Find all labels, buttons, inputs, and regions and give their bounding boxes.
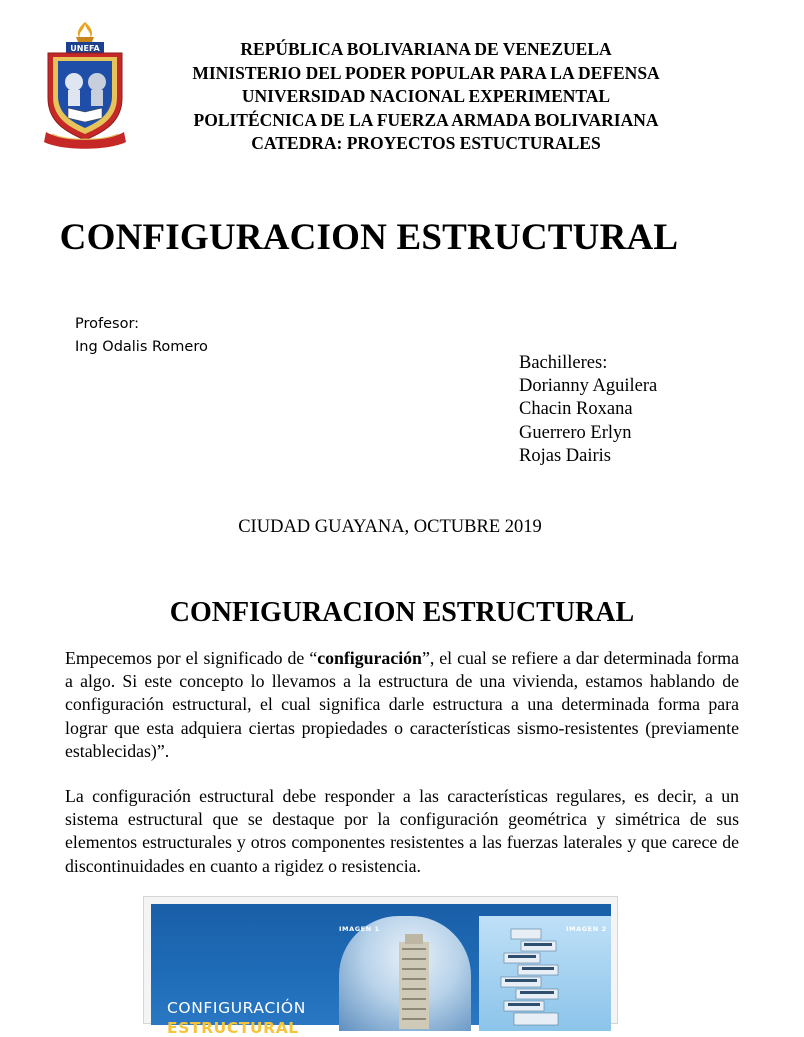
paragraph-definition	[65, 647, 739, 763]
header-line: CATEDRA: PROYECTOS ESTUCTURALES	[251, 133, 601, 153]
city-date: CIUDAD GUAYANA, OCTUBRE 2019	[238, 517, 542, 537]
section-heading: CONFIGURACION ESTRUCTURAL	[169, 597, 635, 628]
document-title: CONFIGURACION ESTRUCTURAL	[59, 217, 679, 258]
header-line: MINISTERIO DEL PODER POPULAR PARA LA DEFENSA	[192, 62, 660, 83]
image-1-label: IMAGEN 1	[339, 925, 380, 933]
modern-building-icon	[496, 929, 566, 1029]
banner-title: CONFIGURACIÓN	[167, 999, 306, 1017]
image-2-label: IMAGEN 2	[566, 925, 607, 933]
svg-text:UNEFA: UNEFA	[70, 44, 100, 53]
professor-name: Ing Odalis Romero	[75, 339, 208, 355]
banner-image	[151, 904, 611, 1037]
students-label: Bachilleres:	[519, 353, 608, 373]
header-line: REPÚBLICA BOLIVARIANA DE VENEZUELA	[240, 39, 612, 59]
paragraph-regularity: La configuración estructural debe responder a las características regulares, es decir, a un sistema estructural que se destaque por la configuración geométrica y simétrica de sus elementos estructurales y otros componentes resistentes a las fuerzas laterales y que carece de discontinuidades en cuanto a rigidez o resistencia.	[65, 786, 739, 876]
paragraph-text: ”, el cual se refiere a dar determinada forma a algo. Si este concepto lo llevamos a la estructura de una vivienda, estamos hablando de configuración estructural, el cual significa darle estructura a una determinada forma para lograr que esta adquiera ciertas propiedades o características sismo-resistentes (previamente establecidas)”.	[65, 648, 739, 761]
banner-subtitle: ESTRUCTURAL	[167, 1019, 299, 1037]
bold-term: configuración	[317, 648, 422, 668]
student-name: Dorianny Aguilera	[519, 376, 658, 397]
student-name: Guerrero Erlyn	[519, 422, 632, 443]
header-line: UNIVERSIDAD NACIONAL EXPERIMENTAL	[241, 86, 611, 106]
banner-image-frame	[143, 896, 618, 1037]
paragraph-text: Empecemos por el significado de “	[65, 648, 318, 668]
student-name: Rojas Dairis	[519, 445, 611, 466]
header-line: POLITÉCNICA DE LA FUERZA ARMADA BOLIVARIANA	[193, 109, 659, 130]
university-crest-logo	[42, 20, 128, 152]
professor-block	[75, 313, 208, 359]
institution-header	[140, 38, 712, 156]
student-name: Chacin Roxana	[519, 399, 633, 420]
professor-label: Profesor:	[75, 316, 140, 332]
tower-building-icon	[389, 934, 439, 1029]
students-block	[519, 352, 657, 468]
